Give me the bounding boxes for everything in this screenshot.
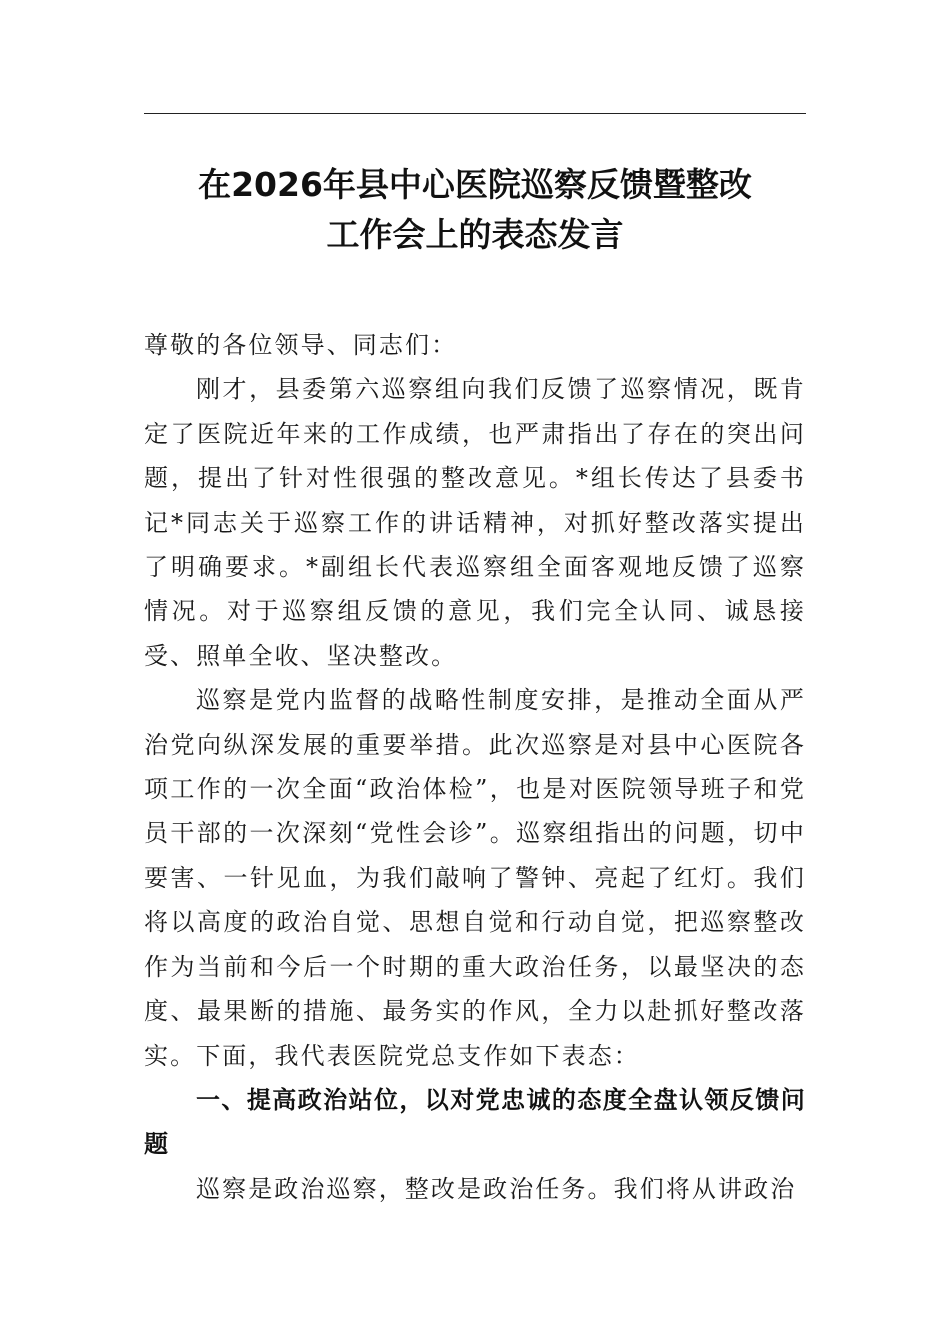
title-line-2: 工作会上的表态发言: [326, 215, 624, 254]
title-line-1: 在2026年县中心医院巡察反馈暨整改: [198, 165, 752, 204]
document-body: [144, 323, 806, 1211]
section-1-paragraph: 巡察是政治巡察，整改是政治任务。我们将从讲政治: [196, 1174, 797, 1203]
paragraph-2: 巡察是党内监督的战略性制度安排，是推动全面从严治党向纵深发展的重要举措。此次巡察是对县中心医院各项工作的一次全面“政治体检”，也是对医院领导班子和党员干部的一次深刻“党性会诊”。巡察组指出的问题，切中要害、一针见血，为我们敲响了警钟、亮起了红灯。我们将以高度的政治自觉、思想自觉和行动自觉，把巡察整改作为当前和今后一个时期的重大政治任务，以最坚决的态度、最果断的措施、最务实的作风，全力以赴抓好整改落实。下面，我代表医院党总支作如下表态：: [144, 686, 806, 1070]
header-rule: [144, 113, 806, 114]
document-title: [144, 160, 806, 260]
section-heading-1: 一、提高政治站位，以对党忠诚的态度全盘认领反馈问题: [144, 1085, 806, 1159]
paragraph-1: 刚才，县委第六巡察组向我们反馈了巡察情况，既肯定了医院近年来的工作成绩，也严肃指出了存在的突出问题，提出了针对性很强的整改意见。*组长传达了县委书记*同志关于巡察工作的讲话精神，对抓好整改落实提出了明确要求。*副组长代表巡察组全面客观地反馈了巡察情况。对于巡察组反馈的意见，我们完全认同、诚恳接受、照单全收、坚决整改。: [144, 375, 806, 670]
salutation: 尊敬的各位领导、同志们：: [144, 331, 458, 359]
